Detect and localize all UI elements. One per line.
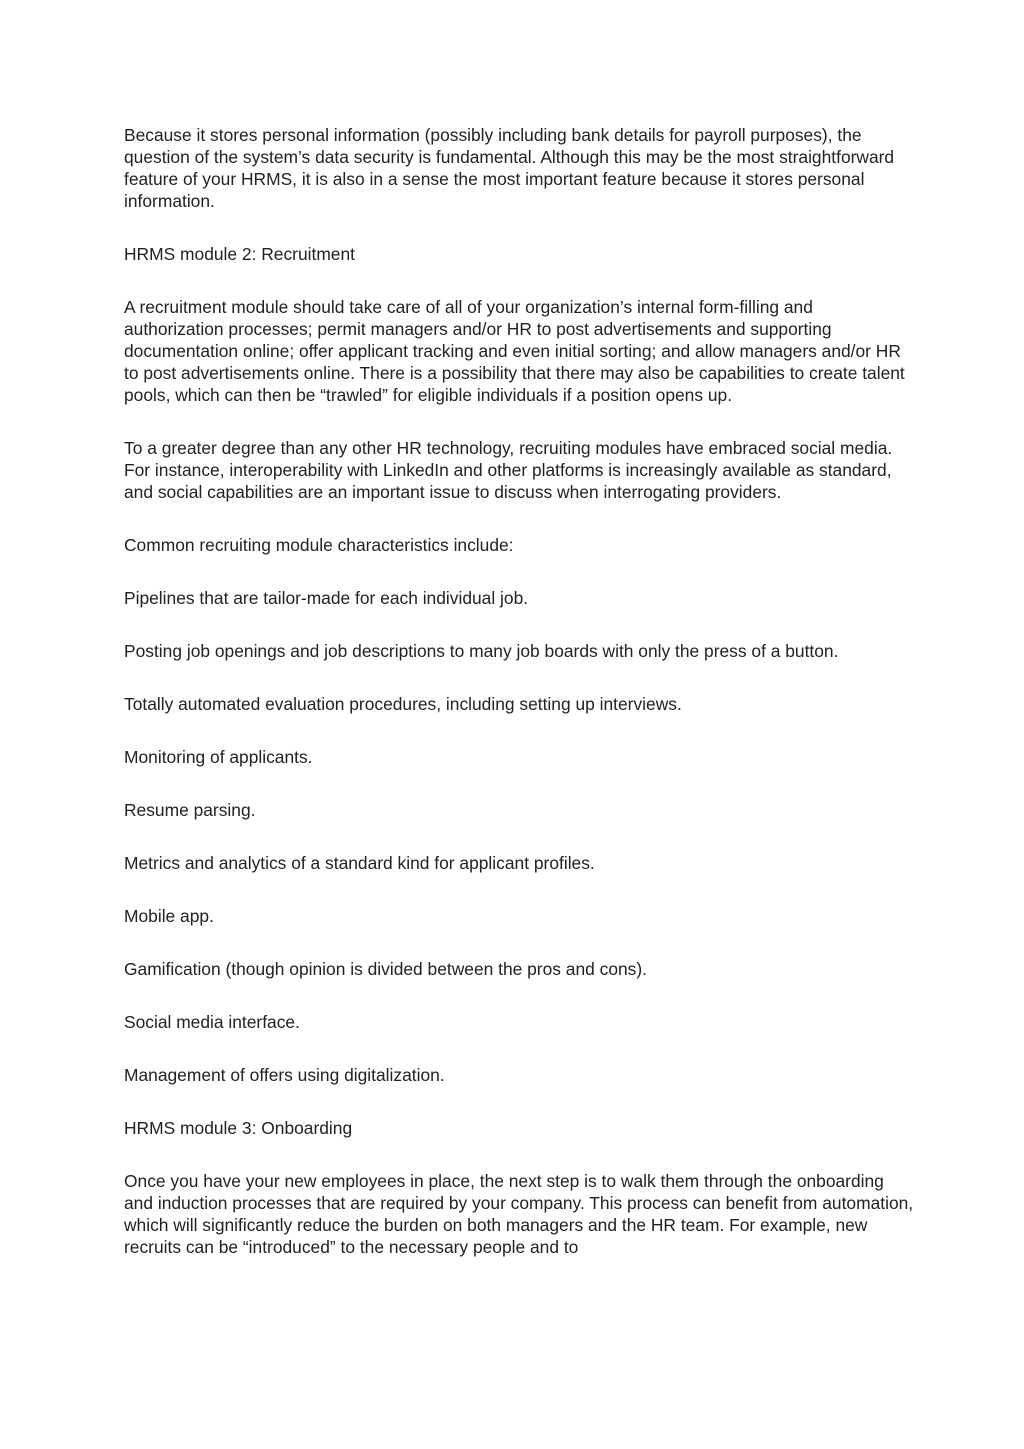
list-item-gamification: Gamification (though opinion is divided between the pros and cons).: [124, 959, 648, 979]
list-item-resume-parsing: Resume parsing.: [124, 800, 256, 820]
list-item-evaluation: Totally automated evaluation procedures, including setting up interviews.: [124, 694, 682, 714]
list-item-job-posting: Posting job openings and job descriptions to many job boards with only the press of a button.: [124, 641, 839, 661]
document-body: [124, 124, 914, 1258]
list-item-offers: Management of offers using digitalization.: [124, 1065, 445, 1085]
paragraph-social-media: To a greater degree than any other HR technology, recruiting modules have embraced social media. For instance, interoperability with LinkedIn and other platforms is increasingly available as standard, and social capabilities are an important issue to discuss when interrogating providers.: [124, 438, 893, 502]
list-item-mobile-app: Mobile app.: [124, 906, 214, 926]
paragraph-onboarding: Once you have your new employees in place, the next step is to walk them through the onboarding and induction processes that are required by your company. This process can benefit from automation, which will significantly reduce the burden on both managers and the HR team. For example, new recruits can be “introduced” to the necessary people and to: [124, 1171, 914, 1257]
paragraph-recruitment-module: A recruitment module should take care of all of your organization’s internal form-filling and authorization processes; permit managers and/or HR to post advertisements and supporting documentation online; offer applicant tracking and even initial sorting; and allow managers and/or HR to post advertisements online. There is a possibility that there may also be capabilities to create talent pools, which can then be “trawled” for eligible individuals if a position opens up.: [124, 297, 905, 405]
heading-module-2-recruitment: HRMS module 2: Recruitment: [124, 244, 355, 264]
list-item-metrics: Metrics and analytics of a standard kind for applicant profiles.: [124, 853, 595, 873]
list-item-pipelines: Pipelines that are tailor-made for each individual job.: [124, 588, 529, 608]
paragraph-characteristics-intro: Common recruiting module characteristics include:: [124, 535, 514, 555]
heading-module-3-onboarding: HRMS module 3: Onboarding: [124, 1118, 353, 1138]
list-item-monitoring: Monitoring of applicants.: [124, 747, 313, 767]
paragraph-data-security: Because it stores personal information (possibly including bank details for payroll purposes), the question of the system’s data security is fundamental. Although this may be the most straightforward feature of your HRMS, it is also in a sense the most important feature because it stores personal information.: [124, 125, 895, 211]
list-item-social-media: Social media interface.: [124, 1012, 300, 1032]
